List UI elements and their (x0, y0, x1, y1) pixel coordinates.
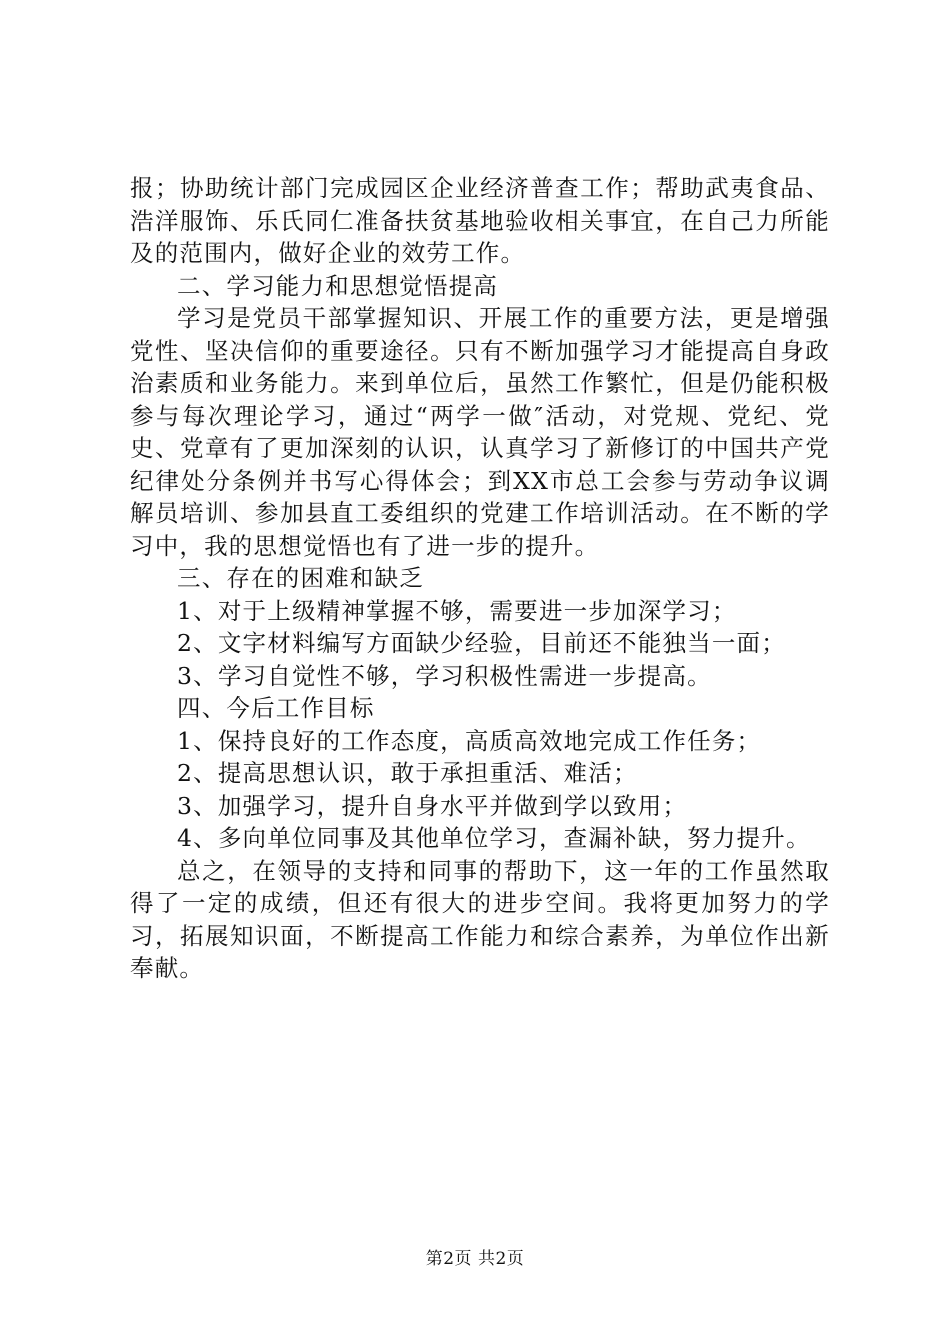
document-body (130, 172, 830, 985)
paragraph-conclusion: 总之，在领导的支持和同事的帮助下，这一年的工作虽然取得了一定的成绩，但还有很大的进步空间。我将更加努力的学习，拓展知识面，不断提高工作能力和综合素养，为单位作出新奉献。 (130, 856, 830, 982)
page-number-footer: 第2页 共2页 (425, 1249, 525, 1269)
section-heading-difficulties: 三、存在的困难和缺乏 (177, 564, 424, 592)
list-item-goal-3: 3、加强学习，提升自身水平并做到学以致用； (177, 791, 688, 820)
list-item-goal-4: 4、多向单位同事及其他单位学习，查漏补缺，努力提升。 (177, 824, 811, 852)
section-heading-study: 二、学习能力和思想觉悟提高 (177, 271, 499, 300)
list-item-difficulty-3: 3、学习自觉性不够，学习积极性需进一步提高。 (177, 661, 712, 690)
paragraph-study: 学习是党员干部掌握知识、开展工作的重要方法，更是增强党性、坚决信仰的重要途径。只有不断加强学习才能提高自身政治素质和业务能力。来到单位后，虽然工作繁忙，但是仍能积极参与每次理论学习，通过“两学一做″活动，对党规、党纪、党史、党章有了更加深刻的认识，认真学习了新修订的中国共产党纪律处分条例并书写心得体会；到XX市总工会参与劳动争议调解员培训、参加县直工委组织的党建工作培训活动。在不断的学习中，我的思想觉悟也有了进一步的提升。 (130, 304, 830, 560)
list-item-difficulty-1: 1、对于上级精神掌握不够，需要进一步加深学习； (177, 596, 737, 625)
section-heading-goals: 四、今后工作目标 (177, 694, 375, 722)
list-item-difficulty-2: 2、文字材料编写方面缺少经验，目前还不能独当一面； (177, 629, 786, 657)
list-item-goal-2: 2、提高思想认识，敢于承担重活、难活； (177, 759, 638, 787)
list-item-goal-1: 1、保持良好的工作态度，高质高效地完成工作任务； (177, 726, 762, 755)
paragraph-continuation: 报；协助统计部门完成园区企业经济普查工作；帮助武夷食品、浩洋服饰、乐氏同仁准备扶贫基地验收相关事宜，在自己力所能及的范围内，做好企业的效劳工作。 (130, 174, 830, 267)
